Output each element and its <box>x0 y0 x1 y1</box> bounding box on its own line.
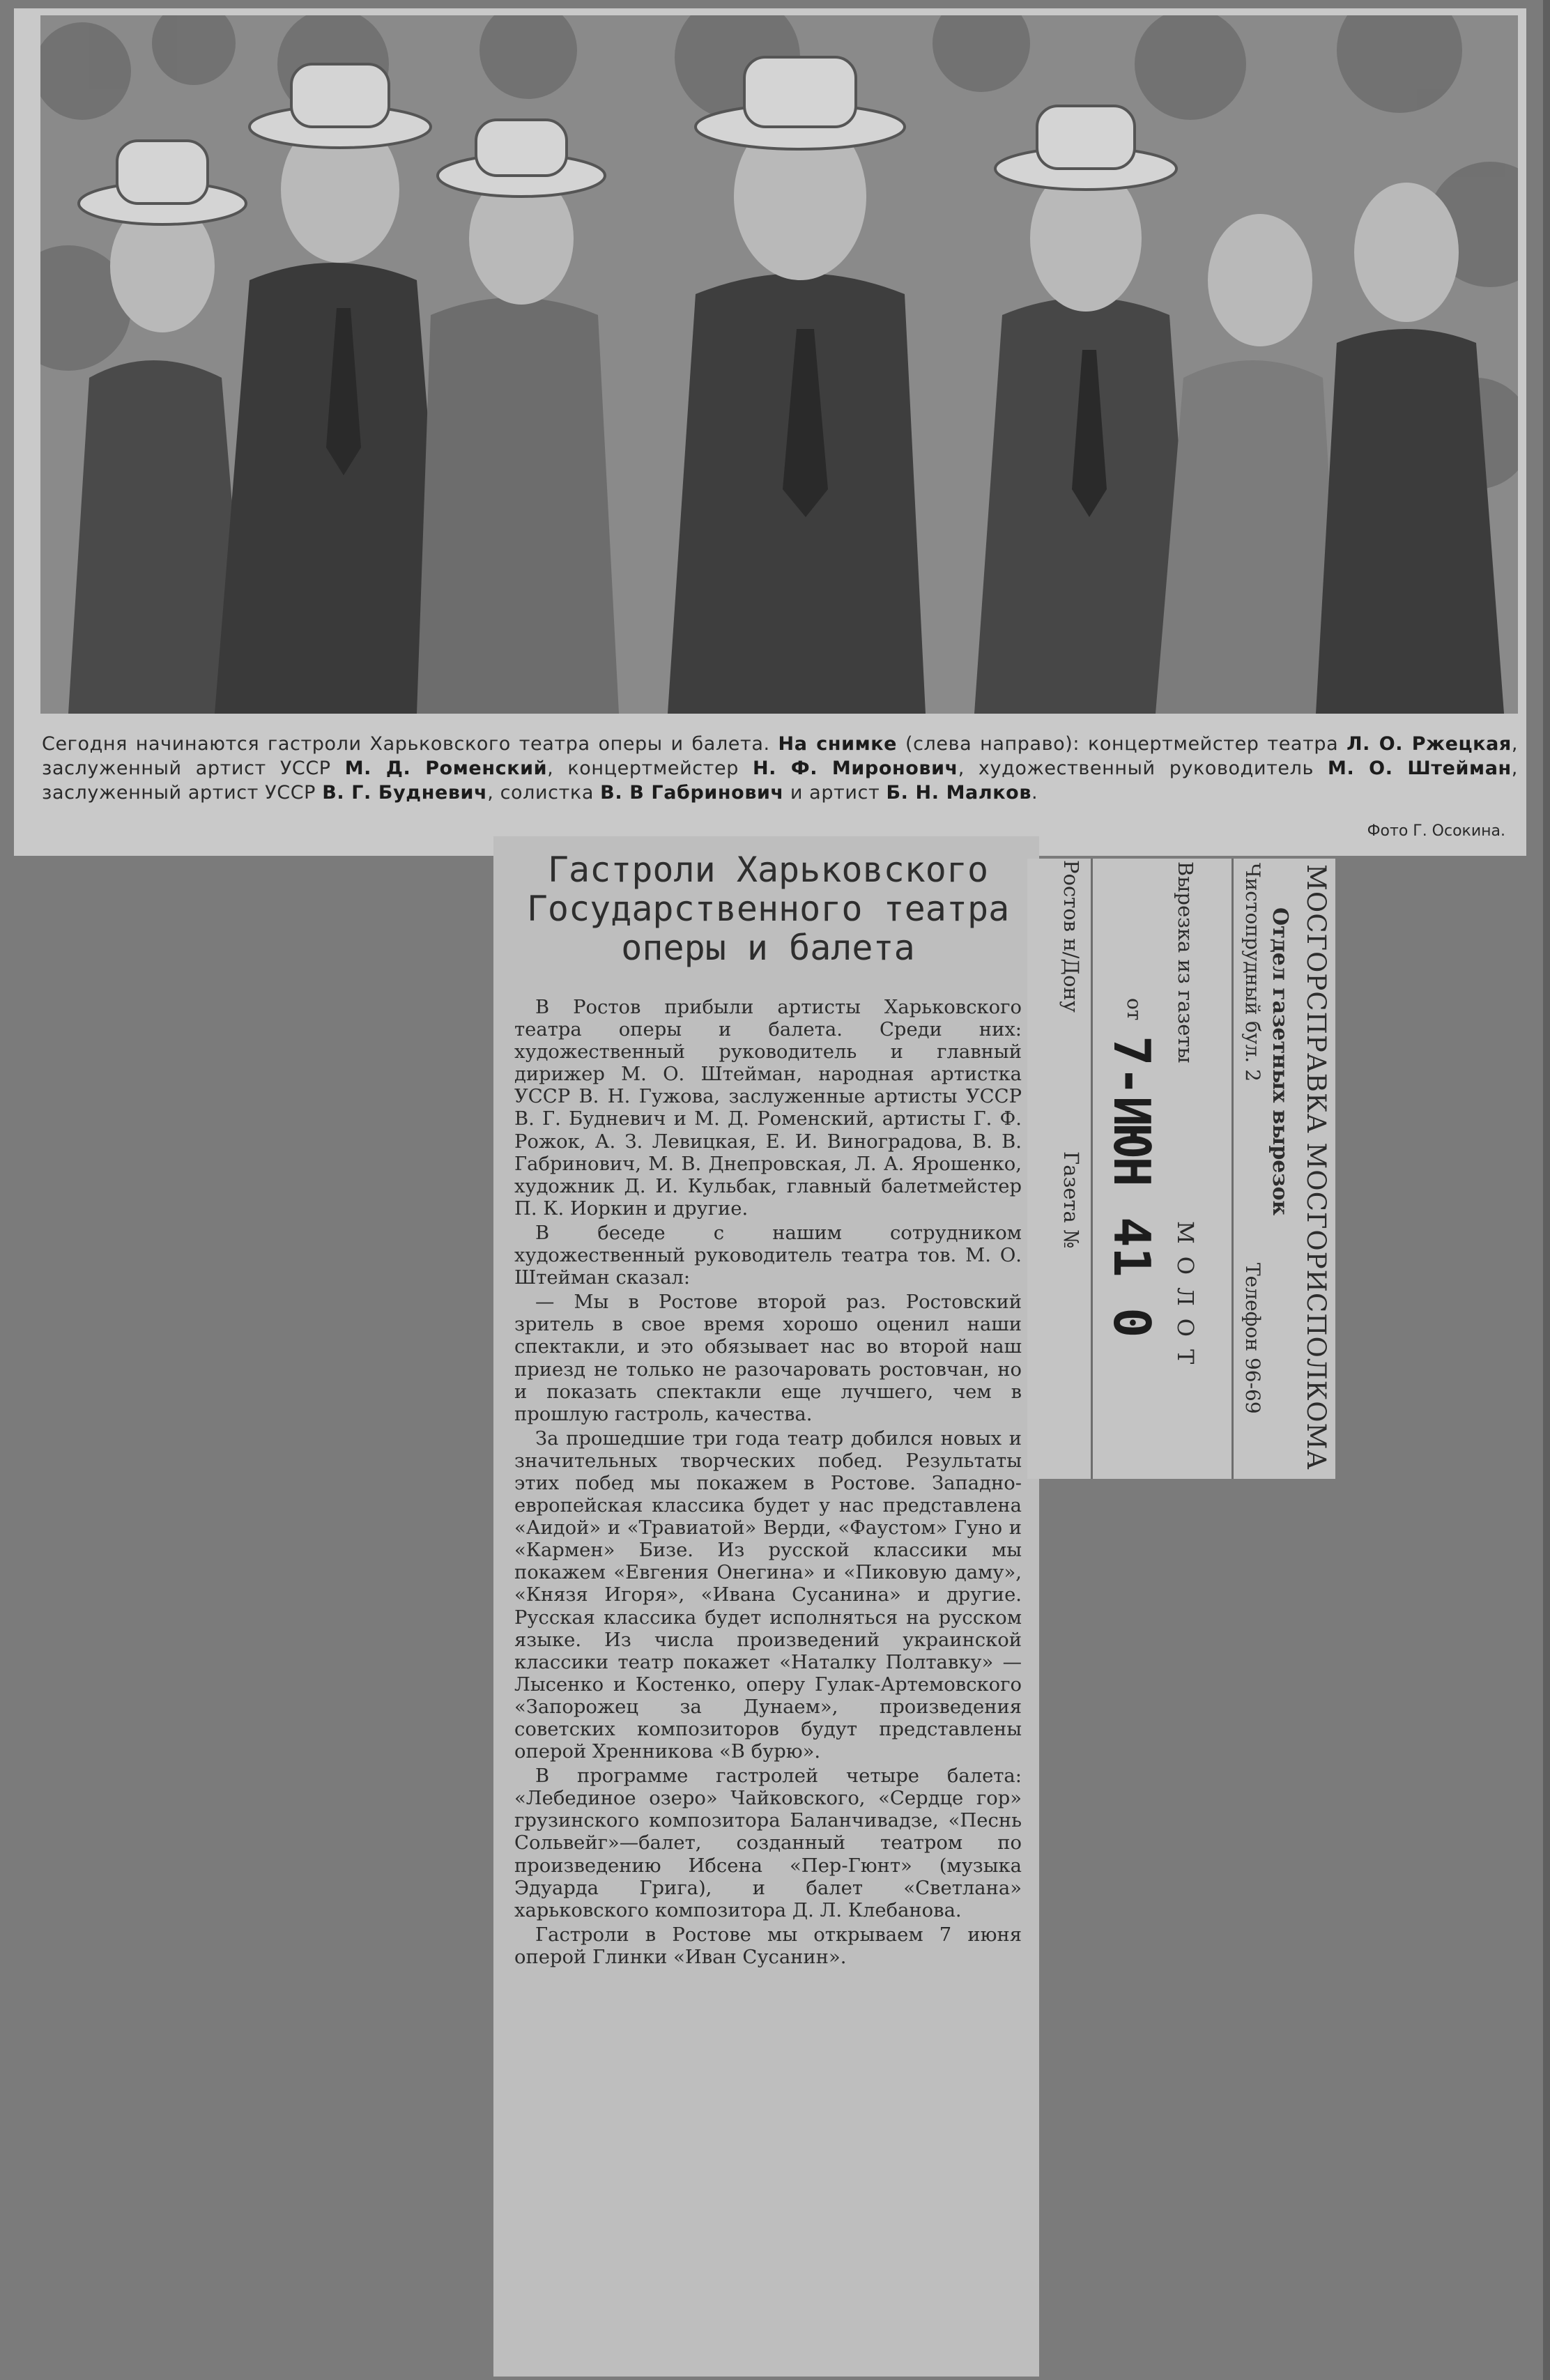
caption-person: М. Д. Роменский <box>344 758 548 779</box>
caption-person: М. О. Штейман <box>1328 758 1512 779</box>
stamp-date-prefix: от <box>1123 998 1146 1021</box>
stamp-address: Чистопрудный бул. 2 <box>1241 863 1264 1082</box>
group-photo <box>40 15 1518 714</box>
caption-on-photo: На снимке <box>778 733 898 755</box>
stamp-agency: МОСГОРСПРАВКА МОСГОРИСПОЛКОМА <box>1301 864 1331 1471</box>
article-paragraph: — Мы в Ростове второй раз. Ростовский зритель в свое время хорошо оценил наши спектакли, и это обязывает нас во второй наш приезд не только не разочаровать ростовчан, но и показать спектакли еще лучшего, чем в прошлую гастроль, качества. <box>514 1291 1022 1425</box>
caption-person: Н. Ф. Миронович <box>752 758 958 779</box>
caption-person: Б. Н. Малков <box>886 782 1032 804</box>
stamp-divider <box>1091 859 1093 1479</box>
caption-person: В. В Габринович <box>600 782 784 804</box>
caption-intro: Сегодня начинаются гастроли Харьковского театра оперы и балета. <box>42 733 770 755</box>
article-headline: Гастроли Харьковского Государственного театра оперы и балета <box>526 850 1010 968</box>
article-paragraph: За прошедшие три года театр добился новых и значительных творческих побед. Результаты этих побед мы покажем в Ростове. Западно-европейская классика будет у нас представлена «Аидой» и «Травиатой» Верди, «Фаустом» Гуно и «Кармен» Бизе. Из русской классики мы покажем «Евгения Онегина» и «Пиковую даму», «Князя Игоря», «Ивана Сусанина» и другие. Русская классика будет исполняться на русском языке. Из числа произведений украинской классики театр покажет «Наталку Полтавку» — Лысенко и Костенко, оперу Гулак-Артемовского «Запорожец за Дунаем», произведения советских композиторов будут представлены оперой Хренникова «В бурю». <box>514 1427 1022 1763</box>
photo-credit: Фото Г. Осокина. <box>1367 822 1505 840</box>
caption-title: , художественный руководитель <box>958 758 1314 779</box>
stamp-department: Отдел газетных вырезок <box>1268 907 1292 1216</box>
stamp-date: 7-ИЮН 41 0 <box>1103 1036 1161 1338</box>
stamp-rotated-content <box>1027 859 1335 1479</box>
photo-clipping <box>14 8 1526 856</box>
caption-person: В. Г. Будневич <box>322 782 488 804</box>
board-edge <box>1543 0 1550 2380</box>
caption-title: , солистка <box>487 782 594 804</box>
stamp-newspaper-name: МОЛОТ <box>1172 1221 1199 1377</box>
caption-title: , заслуженный артист УССР <box>42 758 1518 804</box>
caption-title: и артист <box>790 782 880 804</box>
stamp-city: Ростов н/Дону <box>1059 860 1083 1013</box>
article-paragraph: Гастроли в Ростове мы открываем 7 июня оперой Глинки «Иван Сусанин». <box>514 1924 1022 1968</box>
stamp-gazeta-number: Газета № <box>1059 1151 1083 1249</box>
caption-title: , концертмейстер <box>547 758 739 779</box>
caption-direction: (слева направо): концертмейстер театра <box>905 733 1339 755</box>
clipping-service-stamp <box>1027 859 1335 1479</box>
stamp-from-label: Вырезка из газеты <box>1174 861 1197 1064</box>
article-paragraph: В программе гастролей четыре балета: «Лебединое озеро» Чайковского, «Сердце гор» грузинского композитора Баланчивадзе, «Песнь Сольвейг»—балет, созданный театром по произведению Ибсена «Пер-Гюнт» (музыка Эдуарда Грига), и балет «Светлана» харьковского композитора Д. Л. Клебанова. <box>514 1765 1022 1921</box>
article-paragraph: В беседе с нашим сотрудником художественный руководитель театра тов. М. О. Штейман сказал: <box>514 1222 1022 1289</box>
group-photo-illustration <box>40 15 1518 714</box>
article-paragraph: В Ростов прибыли артисты Харьковского театра оперы и балета. Среди них: художественный руководитель и главный дирижер М. О. Штейман, народная артистка УССР В. Н. Гужова, заслуженные артисты УССР В. Г. Будневич и М. Д. Роменский, артисты Г. Ф. Рожок, А. З. Левицкая, Е. И. Виноградова, В. В. Габринович, М. В. Днепровская, Л. А. Ярошенко, художник Д. И. Кульбак, главный балетмейстер П. К. Иоркин и другие. <box>514 997 1022 1220</box>
stamp-phone: Телефон 96-69 <box>1241 1263 1264 1414</box>
caption-person: Л. О. Ржецкая <box>1346 733 1512 755</box>
photo-caption <box>42 732 1518 805</box>
article-body <box>514 997 1022 1971</box>
stamp-divider <box>1231 859 1234 1479</box>
caption-title: , заслуженный артист УССР <box>42 733 1519 779</box>
caption-end: . <box>1031 782 1038 804</box>
article-clipping <box>493 836 1039 2377</box>
